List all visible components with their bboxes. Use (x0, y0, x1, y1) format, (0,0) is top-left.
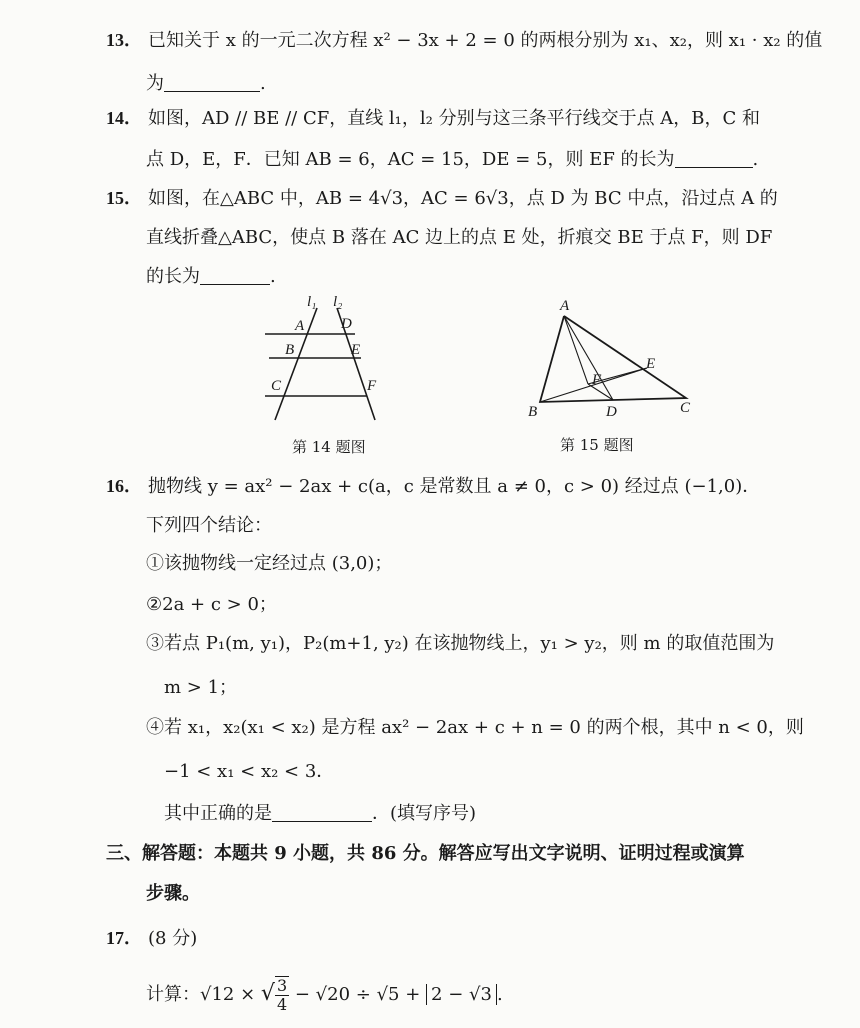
q17-end: . (496, 984, 503, 1005)
q15-line3 (146, 265, 276, 289)
q17-header (106, 926, 197, 951)
q14-answer-blank[interactable] (675, 149, 753, 168)
q16-text: 抛物线 y = ax² − 2ax + c(a，c 是常数且 a ≠ 0，c > 0) 经过点 (−1,0)． (148, 476, 761, 497)
figure-15-caption: 第 15 题图 (560, 436, 634, 454)
q14-suffix: . (752, 149, 759, 170)
figure-14 (255, 292, 405, 427)
label-c: C (680, 400, 691, 416)
q17-calc-label: 计算： (146, 984, 200, 1005)
q16-answer-line (164, 802, 476, 826)
q17-number: 17． (106, 928, 142, 948)
triangle-abc (540, 316, 686, 402)
q13-number: 13． (106, 30, 142, 50)
q16-conclusion-2: ②2a + c > 0； (146, 594, 277, 615)
q14-prefix: 点 D，E，F．已知 AB = 6，AC = 15，DE = 5，则 EF 的长为 (146, 149, 675, 170)
q16-number: 16． (106, 476, 142, 496)
q17-score: (8 分) (148, 928, 198, 949)
label-f: F (592, 372, 602, 388)
label-e: E (351, 342, 361, 358)
q17-term-1: √12 × (200, 984, 256, 1005)
label-b: B (285, 342, 295, 358)
q16-conclusion-4-cont: −1 < x₁ < x₂ < 3． (164, 761, 335, 782)
q15-answer-blank[interactable] (200, 266, 270, 285)
q13-text: 已知关于 x 的一元二次方程 x² − 3x + 2 = 0 的两根分别为 x₁、x₂，则 x₁ · x₂ 的值 (148, 30, 823, 51)
figure-15 (522, 292, 702, 422)
q15-suffix: . (270, 266, 276, 287)
q14-number: 14． (106, 108, 142, 128)
q16-intro: 下列四个结论： (146, 515, 272, 536)
q16-answer-blank[interactable] (272, 803, 372, 822)
q17-term-2: − √20 ÷ √5 + (294, 984, 421, 1005)
q16-conclusion-4: ④若 x₁，x₂(x₁ < x₂) 是方程 ax² − 2ax + c + n = 0 的两个根，其中 n < 0，则 (146, 717, 804, 738)
q15-text: 如图，在△ABC 中，AB = 4√3，AC = 6√3，点 D 为 BC 中点，沿过点 A 的 (148, 188, 778, 209)
q15-text-2: 直线折叠△ABC，使点 B 落在 AC 边上的点 E 处，折痕交 BE 于点 F，则 DF (146, 227, 773, 248)
q13-line2 (146, 72, 266, 96)
q16-answer-prefix: 其中正确的是 (164, 803, 272, 824)
radical-sign: √ (260, 981, 275, 1006)
label-f: F (367, 378, 377, 394)
label-l2: l₂ (333, 294, 343, 310)
q15-number: 15． (106, 188, 142, 208)
label-d: D (341, 316, 352, 332)
section-3-heading: 三、解答题：本题共 9 小题，共 86 分。解答应写出文字说明、证明过程或演算 (106, 843, 745, 864)
q14-line2 (146, 148, 758, 172)
section-3-heading-cont: 步骤。 (146, 883, 200, 904)
q16-line1 (106, 474, 760, 499)
fraction-numerator: 3 (276, 976, 288, 995)
q16-conclusion-3-cont: m > 1； (164, 677, 238, 698)
segment-ad (564, 316, 613, 400)
q15-line1 (106, 186, 778, 211)
label-a: A (295, 318, 305, 334)
q15-prefix: 的长为 (146, 266, 200, 287)
figure-14-caption: 第 14 题图 (292, 438, 366, 456)
q13-suffix: . (260, 73, 266, 94)
q13-line1 (106, 28, 822, 53)
q13-answer-blank[interactable] (164, 73, 260, 92)
q17-expression (146, 976, 503, 1014)
label-a: A (560, 298, 570, 314)
q13-prefix: 为 (146, 73, 164, 94)
label-l1: l₁ (307, 294, 317, 310)
label-d: D (606, 404, 617, 420)
q15-line2 (146, 226, 772, 250)
q14-line1 (106, 106, 760, 131)
fraction-denominator: 4 (276, 995, 288, 1014)
label-e: E (646, 356, 656, 372)
q16-conclusion-1: ①该抛物线一定经过点 (3,0)； (146, 553, 393, 574)
q14-text: 如图，AD // BE // CF，直线 l₁，l₂ 分别与这三条平行线交于点 A，B，C 和 (148, 108, 761, 129)
q17-fraction (275, 976, 289, 1014)
label-c: C (271, 378, 282, 394)
label-b: B (528, 404, 538, 420)
q16-conclusion-3: ③若点 P₁(m, y₁)，P₂(m+1, y₂) 在该抛物线上，y₁ > y₂，则 m 的取值范围为 (146, 633, 775, 654)
q17-absolute-value: 2 − √3 (426, 984, 497, 1005)
q16-answer-suffix: ．(填写序号) (372, 803, 477, 824)
